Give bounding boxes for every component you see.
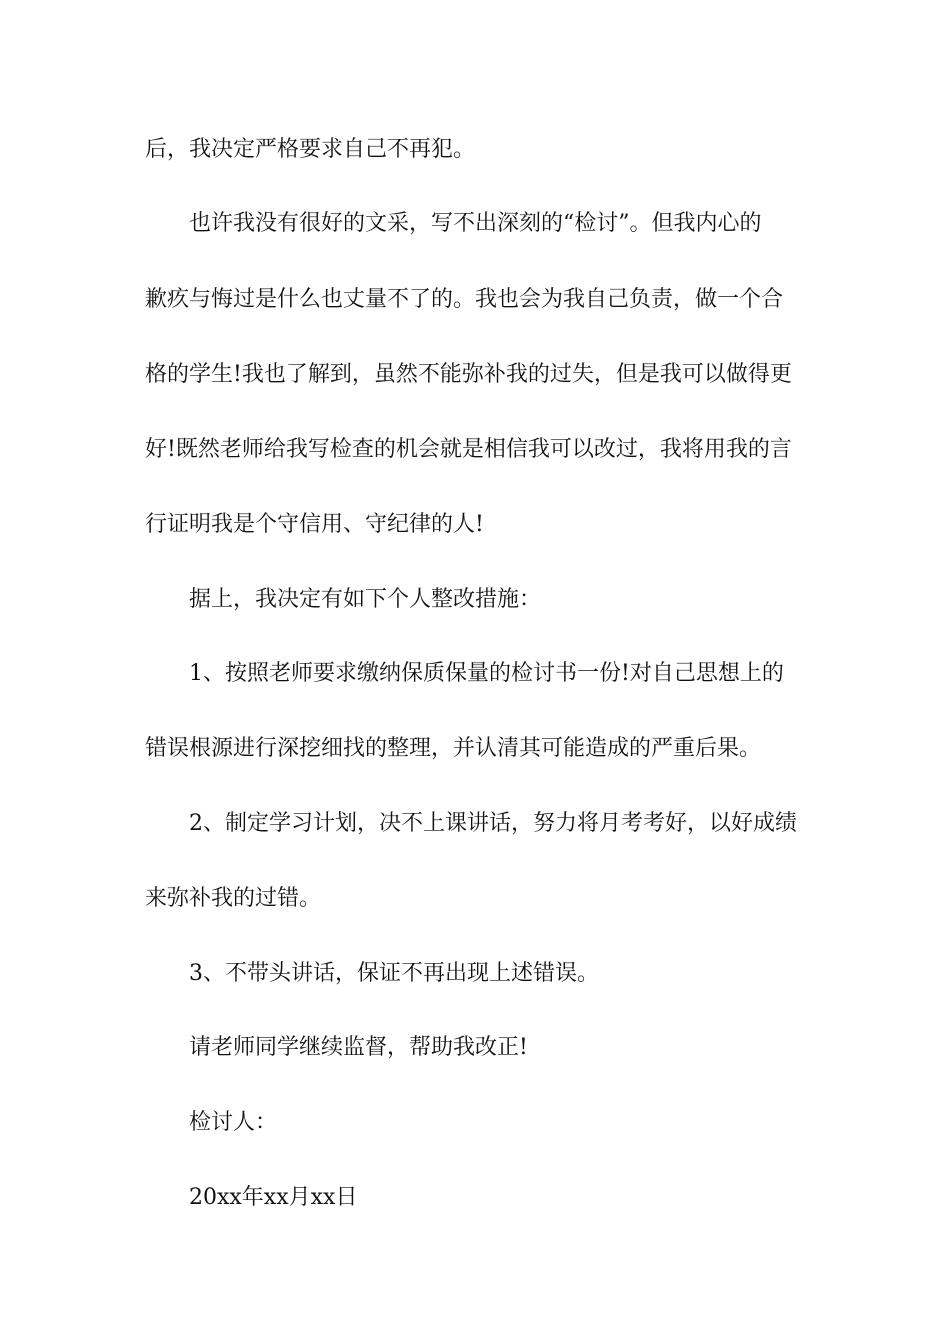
text-line-2: 也许我没有很好的文采，写不出深刻的“检讨”。但我内心的 — [189, 211, 762, 236]
text-line-13: 请老师同学继续监督，帮助我改正! — [189, 1035, 528, 1060]
text-line-11: 来弥补我的过错。 — [145, 886, 322, 911]
signature-label: 检讨人： — [189, 1110, 278, 1135]
date-line: 20xx年xx月xx日 — [189, 1185, 358, 1210]
text-line-7: 据上，我决定有如下个人整改措施： — [189, 587, 542, 612]
text-line-3: 歉疚与悔过是什么也丈量不了的。我也会为我自己负责，做一个合 — [145, 287, 784, 312]
text-line-4: 格的学生!我也了解到，虽然不能弥补我的过失，但是我可以做得更 — [145, 362, 792, 387]
text-line-8: 1、按照老师要求缴纳保质保量的检讨书一份!对自己思想上的 — [189, 661, 784, 686]
text-line-5: 好!既然老师给我写检查的机会就是相信我可以改过，我将用我的言 — [145, 437, 792, 462]
text-line-10: 2、制定学习计划，决不上课讲话，努力将月考考好，以好成绩 — [189, 811, 797, 836]
text-line-9: 错误根源进行深挖细找的整理，并认清其可能造成的严重后果。 — [145, 736, 762, 761]
text-line-12: 3、不带头讲话，保证不再出现上述错误。 — [189, 961, 599, 986]
text-line-1: 后，我决定严格要求自己不再犯。 — [145, 137, 476, 162]
text-line-6: 行证明我是个守信用、守纪律的人! — [145, 512, 484, 537]
